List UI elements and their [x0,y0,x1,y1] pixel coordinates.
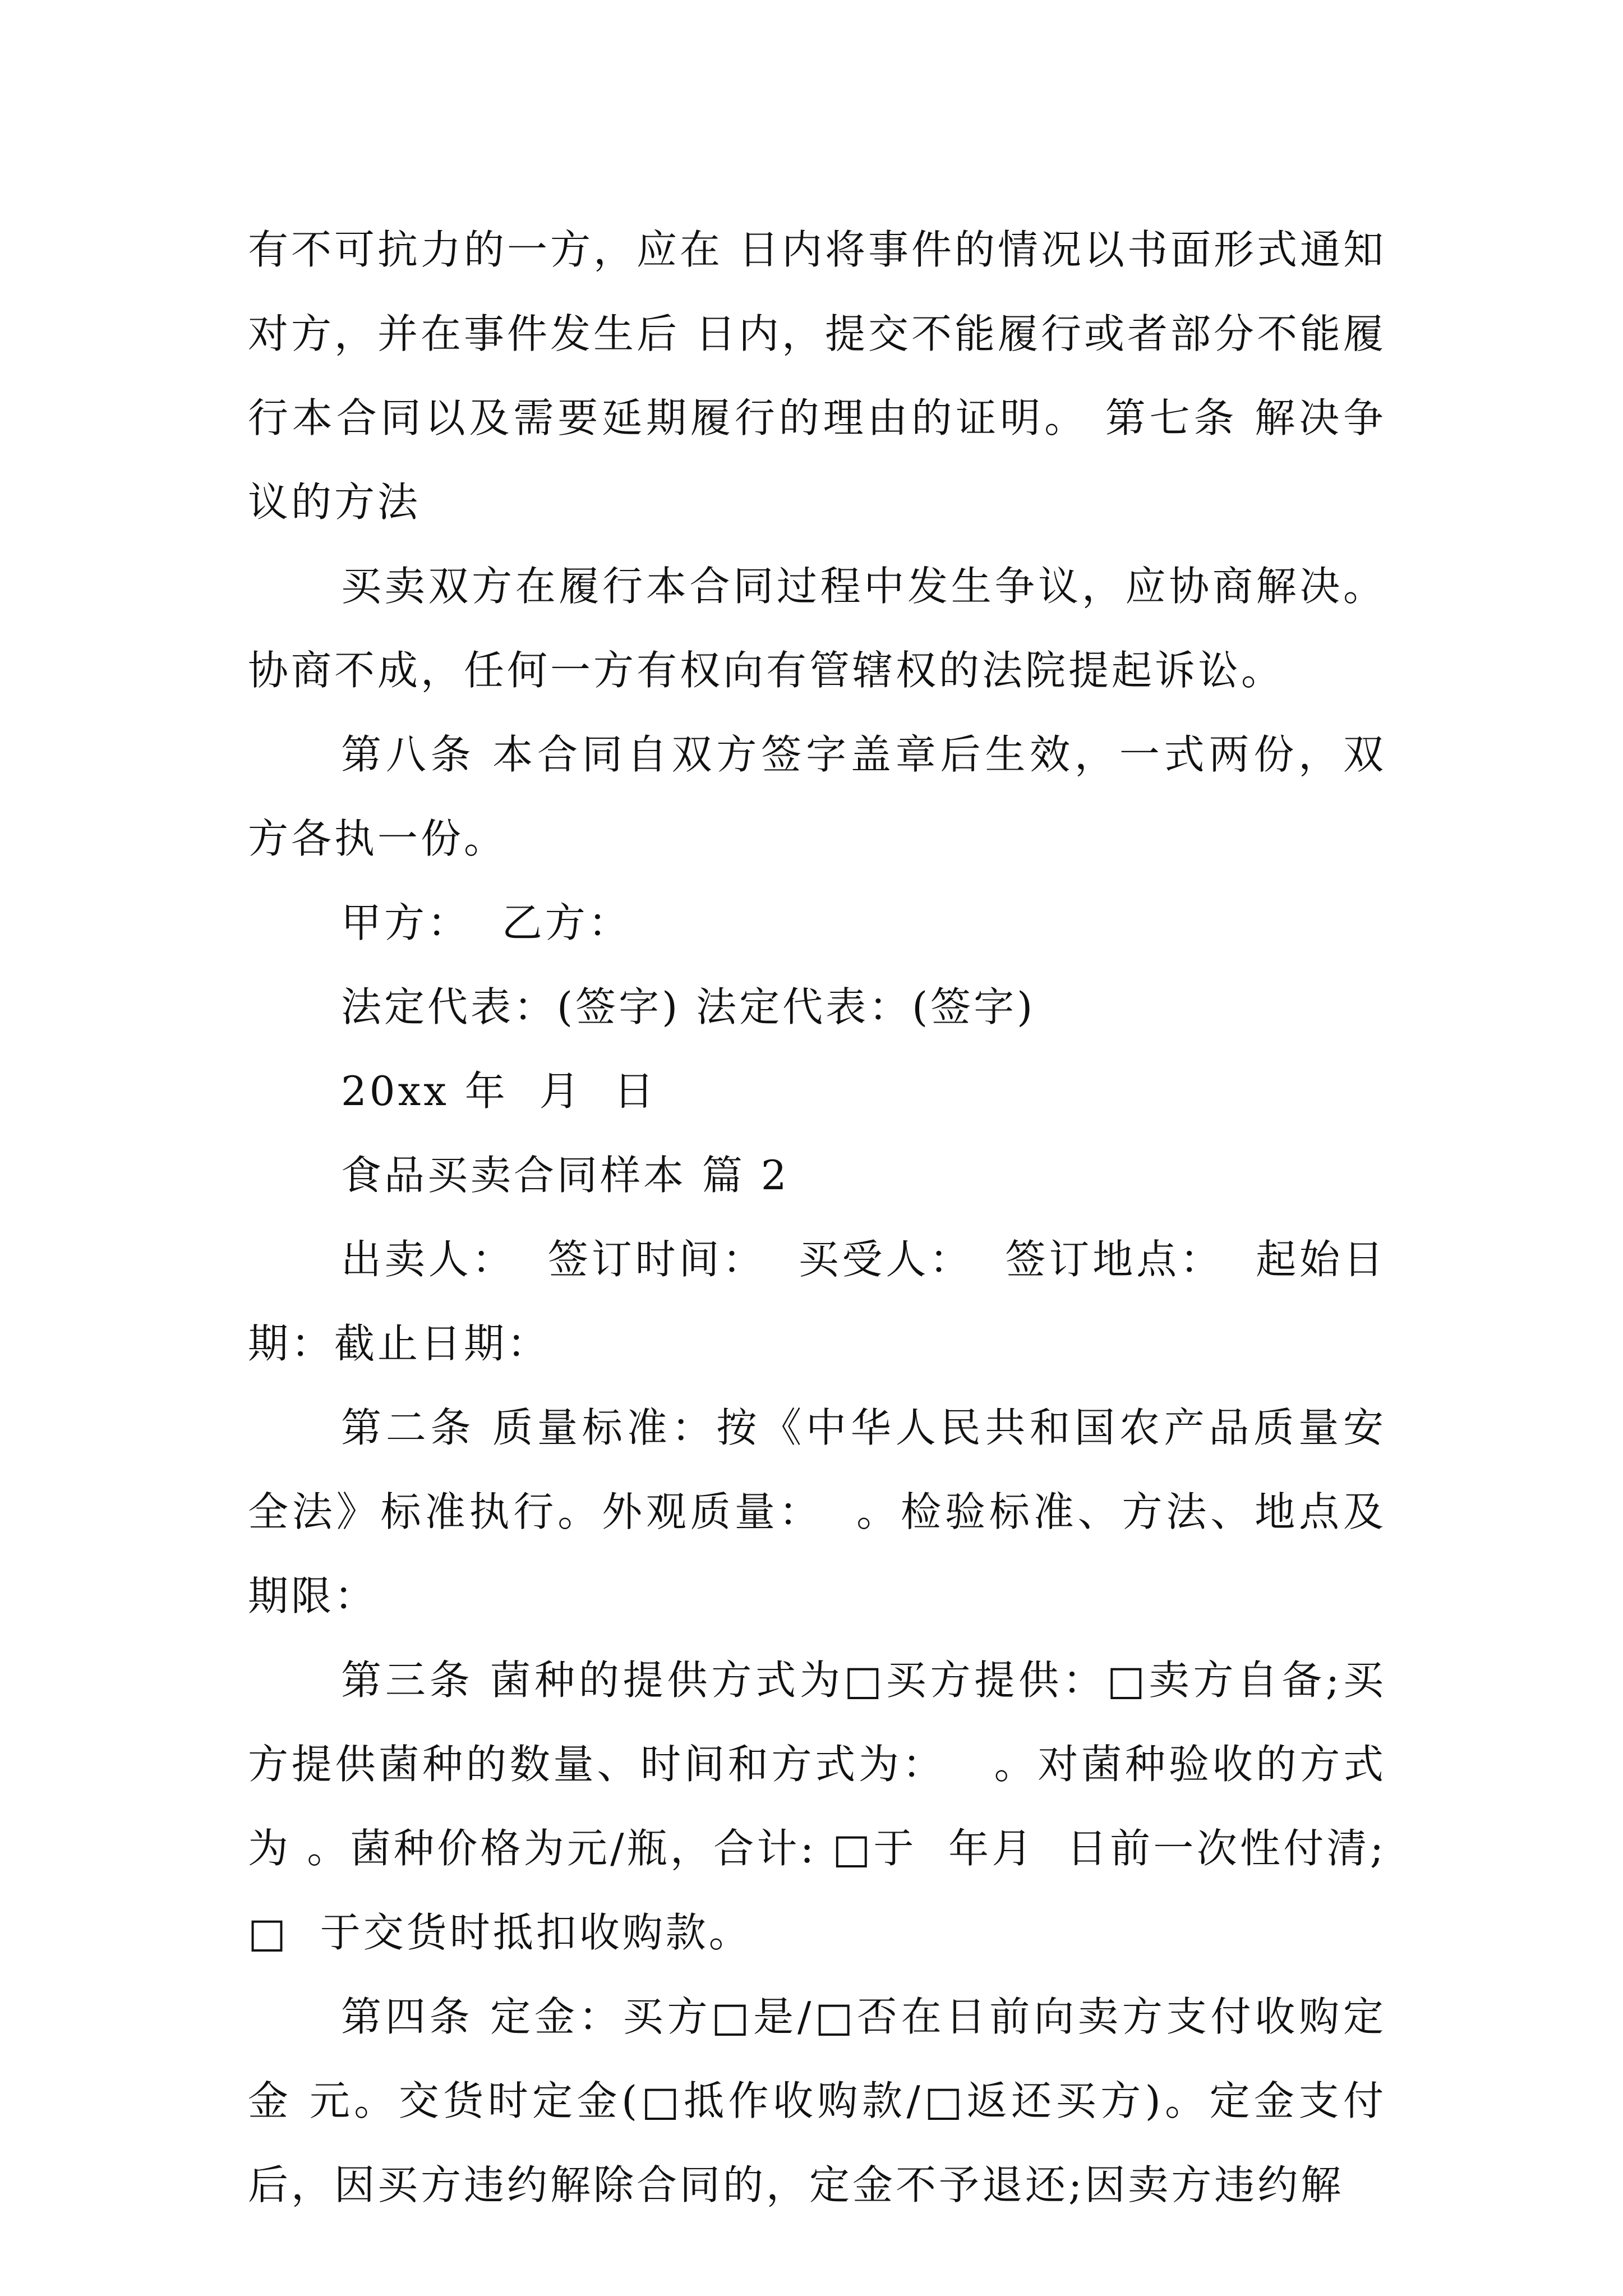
section-heading: 食品买卖合同样本 篇 2 [341,1152,790,1199]
paragraph-article-2: 第二条 质量标准：按《中华人民共和国农产品质量安全法》标准执行。外观质量： 。检验标准、方法、地点及期限： [248,1404,1386,1619]
paragraph-date: 20xx 年 月 日 [341,1068,657,1115]
paragraph-force-majeure: 有不可抗力的一方，应在 日内将事件的情况以书面形式通知对方，并在事件发生后 日内，提交不能履行或者部分不能履行本合同以及需要延期履行的理由的证明。 第七条 解决争议的方法 [248,226,1386,526]
paragraph-legal-representatives: 法定代表：(签字) 法定代表：(签字) [341,983,1036,1030]
paragraph-article-4: 第四条 定金：买方□是/□否在日前向卖方支付收购定金 元。交货时定金(□抵作收购款/□返还买方)。定金支付后，因买方违约解除合同的，定金不予退还;因卖方违约解 [248,1993,1386,2208]
paragraph-dispute-resolution: 买卖双方在履行本合同过程中发生争议，应协商解决。协商不成，任何一方有权向有管辖权的法院提起诉讼。 [248,563,1386,694]
paragraph-article-8: 第八条 本合同自双方签字盖章后生效，一式两份，双方各执一份。 [248,731,1386,862]
paragraph-contract-info: 出卖人： 签订时间： 买受人： 签订地点： 起始日期：截止日期： [248,1236,1386,1367]
paragraph-parties: 甲方： 乙方： [341,899,631,946]
document-page [248,208,1386,2227]
paragraph-article-3: 第三条 菌种的提供方式为□买方提供：□卖方自备;买方提供菌种的数量、时间和方式为： 。对菌种验收的方式为 。菌种价格为元/瓶，合计: □于 年月 日前一次性付清;□ 于交货时抵扣收购款。 [248,1657,1386,1956]
